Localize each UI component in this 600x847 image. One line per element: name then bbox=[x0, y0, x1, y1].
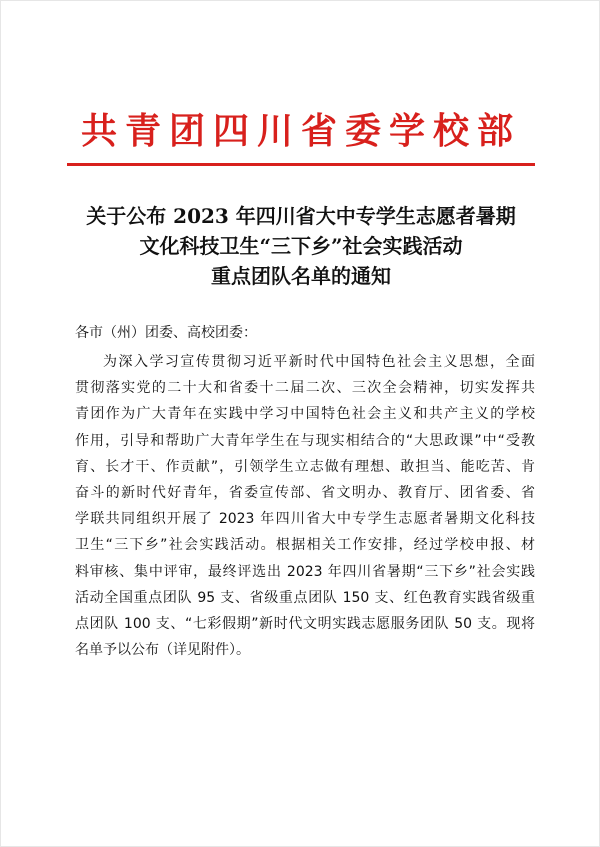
notice-title bbox=[41, 201, 561, 291]
body-line: 名单予以公布（详见附件）。 bbox=[75, 642, 250, 659]
body-line: 青团作为广大青年在实践中学习中国特色社会主义和共产主义的学校 bbox=[75, 406, 535, 423]
salutation: 各市（州）团委、高校团委： bbox=[75, 325, 257, 341]
body-line: 作用，引导和帮助广大青年学生在与现实相结合的“大思政课”中“受教 bbox=[75, 432, 535, 449]
body-line: 学联共同组织开展了 2023 年四川省大中专学生志愿者暑期文化科技 bbox=[75, 511, 535, 528]
notice-title-line: 重点团队名单的通知 bbox=[211, 264, 391, 288]
notice-title-line: 文化科技卫生“三下乡”社会实践活动 bbox=[139, 234, 463, 258]
body-line: 料审核、集中评审，最终评选出 2023 年四川省暑期“三下乡”社会实践 bbox=[75, 563, 535, 580]
body-line: 贯彻落实党的二十大和省委十二届二次、三次全会精神，切实发挥共 bbox=[75, 380, 535, 397]
body-line: 育、长才干、作贡献”，引领学生立志做有理想、敢担当、能吃苦、肯 bbox=[75, 458, 535, 475]
body-line: 奋斗的新时代好青年，省委宣传部、省文明办、教育厅、团省委、省 bbox=[75, 484, 535, 501]
body-line: 活动全国重点团队 95 支、省级重点团队 150 支、红色教育实践省级重 bbox=[75, 589, 535, 606]
body-paragraph bbox=[75, 349, 535, 663]
issuer-header: 共青团四川省委学校部 bbox=[80, 110, 521, 152]
body-line: 为深入学习宣传贯彻习近平新时代中国特色社会主义思想，全面 bbox=[103, 354, 535, 370]
notice-title-line: 关于公布 2023 年四川省大中专学生志愿者暑期 bbox=[86, 204, 516, 228]
red-divider-line bbox=[67, 163, 535, 166]
body-line: 点团队 100 支、“七彩假期”新时代文明实践志愿服务团队 50 支。现将 bbox=[75, 615, 535, 632]
body-line: 卫生“三下乡”社会实践活动。根据相关工作安排，经过学校申报、材 bbox=[75, 537, 535, 554]
